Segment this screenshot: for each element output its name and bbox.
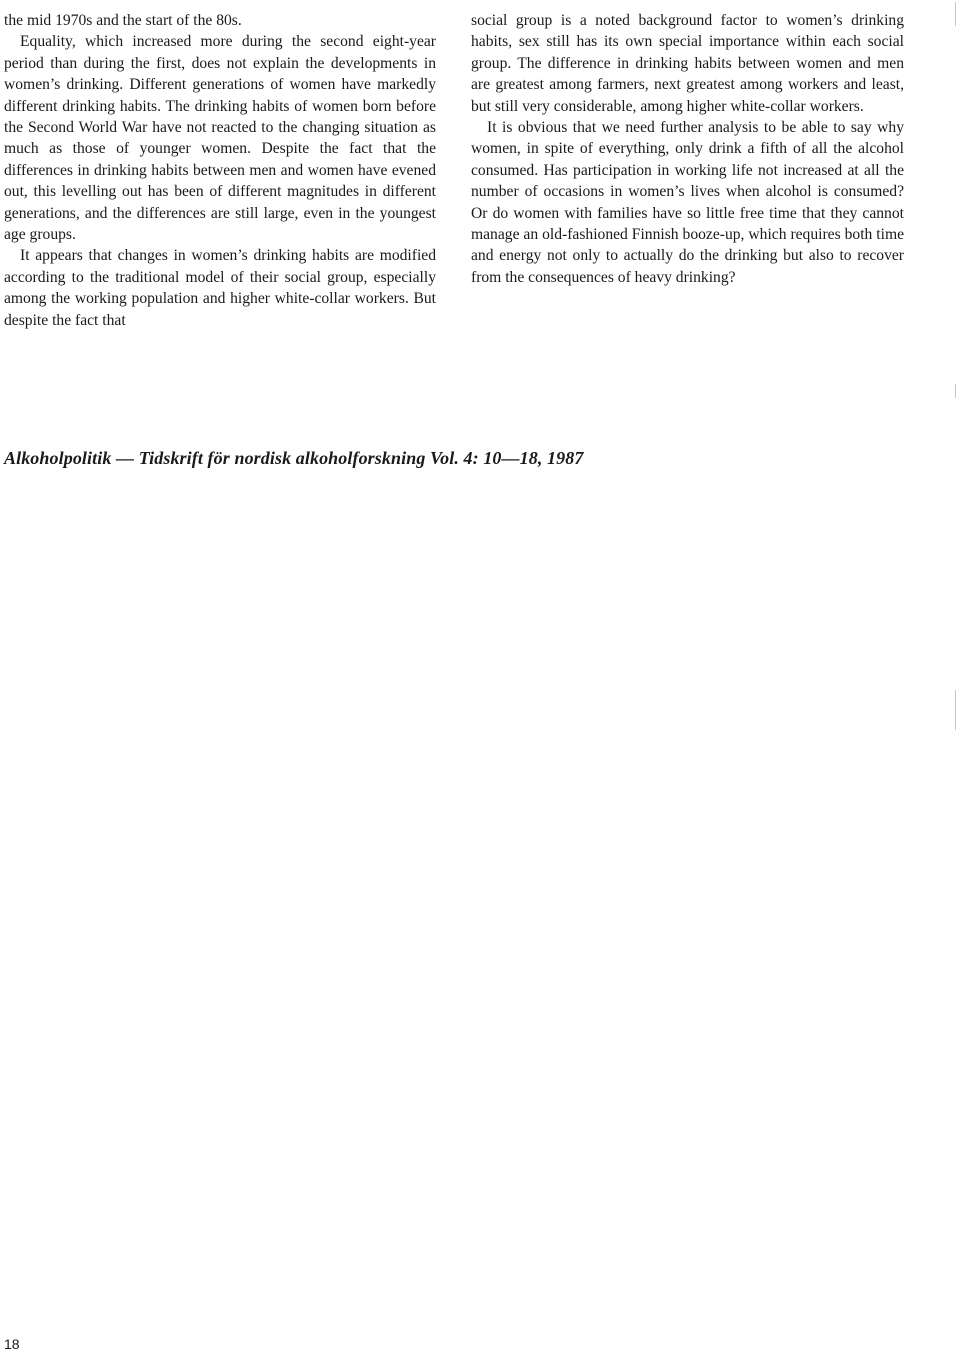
right-text-column: [471, 10, 904, 288]
scan-edge-mark: [955, 690, 956, 730]
paragraph-further-analysis: It is obvious that we need further analysis to be able to say why women, in spite of everything, only drink a fifth of all the alcohol consumed. Has participation in working life not increased at all the number of occasions in women’s lives when alcohol is consumed? Or do women with families have so little free time that they cannot manage an old-fashioned Finnish booze-up, which requires both time and energy not only to actually do the drinking but also to recover from the consequences of heavy drinking?: [471, 119, 904, 286]
left-text-column: [4, 10, 436, 331]
page-number: 18: [4, 1336, 20, 1352]
scan-edge-mark: [955, 2, 956, 26]
scan-edge-mark: [955, 384, 956, 398]
paragraph-continuation: the mid 1970s and the start of the 80s.: [4, 12, 242, 29]
journal-reference: Alkoholpolitik — Tidskrift för nordisk alkoholforskning Vol. 4: 10—18, 1987: [4, 448, 584, 468]
paragraph-social-group: It appears that changes in women’s drinking habits are modified according to the traditional model of their social group, especially among the working population and higher white-collar workers. But despite the fact that: [4, 247, 436, 329]
paragraph-sex-importance: social group is a noted background factor to women’s drinking habits, sex still has its own special importance within each social group. The difference in drinking habits between women and men are greatest among farmers, next greatest among workers and least, but still very considerable, among higher white-collar workers.: [471, 12, 904, 115]
paragraph-equality: Equality, which increased more during the second eight-year period than during the first, does not explain the developments in women’s drinking. Different generations of women have markedly different drinking habits. The drinking habits of women born before the Second World War have not reacted to the changing situation as much as those of younger women. Despite the fact that the differences in drinking habits between men and women have evened out, this levelling out has been of different magnitudes in different generations, and the differences are still large, even in the youngest age groups.: [4, 33, 436, 244]
